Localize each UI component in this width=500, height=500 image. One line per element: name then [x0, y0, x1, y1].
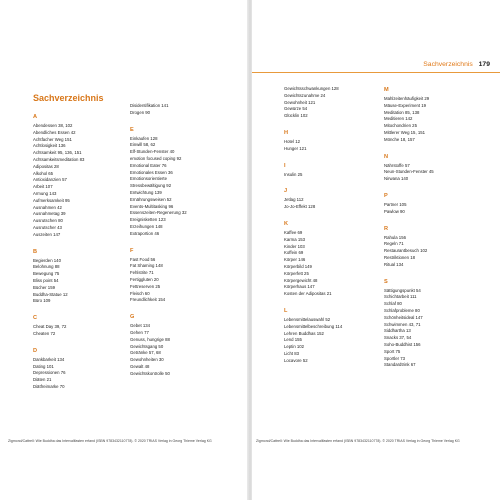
index-entry: Fehlstrite 71 [130, 270, 154, 276]
index-entry: Körperfett 25 [284, 270, 309, 276]
index-entry: Diätfreimarke 70 [33, 383, 65, 389]
running-head [423, 61, 490, 68]
index-column-3 [284, 86, 396, 374]
index-entry: Körpergewicht 48 [284, 277, 318, 283]
index-entry: Einkaufen 128 [130, 135, 158, 141]
index-entry: Mittlerer Weg 15, 151 [384, 129, 425, 135]
index-letter: S [384, 278, 388, 285]
index-entry: Emotional Eater 76 [130, 162, 167, 168]
index-entry: Gewichtsschwankungen 128 [284, 86, 339, 91]
index-group [33, 248, 145, 306]
index-entry: Kaffee 69 [284, 229, 303, 235]
page-number: 179 [478, 61, 490, 68]
index-entry: Restriktionen 18 [384, 254, 416, 260]
index-entry: Meditation 85, 138 [384, 109, 420, 115]
index-entry: Gebet 134 [130, 323, 151, 329]
index-entry: Sättigungspunkt 54 [384, 287, 421, 293]
index-entry: Regeln 71 [384, 241, 404, 247]
index-entry: Cheat Day 39, 72 [33, 324, 67, 330]
index-entry: Fast Food 56 [130, 256, 156, 262]
index-entry: Belohnung 88 [33, 264, 60, 270]
index-entry: Licht 83 [284, 350, 300, 356]
index-entry: Dankbarkeit 134 [33, 356, 65, 362]
index-entry: Kinder 103 [284, 243, 305, 249]
index-entry: Drogen 90 [130, 109, 151, 115]
index-entry: Ausnahmetag 39 [33, 211, 66, 217]
header-rule [252, 72, 500, 73]
index-letter: B [33, 248, 38, 255]
left-page [0, 0, 248, 500]
index-entry: Elf-Stunden-Fenster 40 [130, 149, 175, 155]
index-entry: Bücher 159 [33, 284, 55, 290]
index-entry: Bliss point 54 [33, 277, 59, 283]
index-letter: L [284, 307, 288, 314]
index-group [284, 220, 396, 298]
index-entry: Insulin 25 [284, 171, 303, 177]
index-entry: Gewichtsgang 50 [130, 343, 164, 349]
index-letter: K [284, 220, 289, 227]
index-group [384, 153, 496, 183]
index-entry: Schönheitsideal 147 [384, 314, 423, 320]
copyright-footer-left: Zigmond/Cattrell: Wie Buddha das Intervallfasten erfand (ISBN 9783432110778). © 2020 TRIAS Verlag in Georg Thieme Verlag KG [8, 439, 212, 443]
index-entry: Cheaten 72 [33, 330, 56, 336]
index-letter: C [33, 315, 38, 322]
index-letter: J [284, 188, 288, 195]
index-entry: Getränke 57, 68 [130, 350, 161, 356]
index-entry: Glücklin 102 [284, 113, 308, 119]
index-group [384, 225, 496, 269]
index-entry: Schlafprobleme 80 [384, 307, 420, 313]
index-entry: Essenszeiten-Regenerung 32 [130, 210, 187, 216]
index-entry: Sport 75 [384, 348, 401, 354]
index-entry: Achtsamkeitsmeditation 83 [33, 156, 85, 162]
index-entry: Abendessen 38, 102 [33, 123, 73, 128]
index-entry: Mitochondrien 25 [384, 123, 417, 129]
index-entry: Nährstoffe 57 [384, 162, 410, 168]
index-column-4 [384, 86, 496, 378]
index-letter: M [384, 87, 389, 93]
index-entry: Jetlag 112 [284, 197, 304, 203]
index-entry: Gewürze 54 [284, 106, 308, 112]
index-entry: Neun-Stunden-Fenster 45 [384, 169, 434, 175]
index-letter: H [284, 129, 289, 136]
index-entry: Hunger 121 [284, 145, 307, 151]
index-group [284, 86, 396, 120]
index-entry: Einwill 58, 62 [130, 142, 156, 148]
index-entry: Erzeihungen 148 [130, 223, 163, 229]
index-letter: F [130, 247, 134, 254]
index-group [384, 192, 496, 216]
index-entry: Alkohol 65 [33, 170, 54, 176]
index-letter: R [384, 225, 389, 232]
index-entry: emotion focused coping 92 [130, 155, 182, 161]
index-entry: Emotionsorientierte [130, 176, 168, 182]
index-entry: Pawlow 90 [384, 208, 405, 214]
index-entry: Ausnahmen 42 [33, 204, 62, 210]
index-entry: Auszeiten 147 [33, 231, 61, 237]
index-group [130, 126, 242, 238]
index-letter: A [33, 114, 38, 120]
index-group [33, 347, 145, 391]
index-column-2 [130, 103, 242, 387]
index-entry: Schlaf 80 [384, 301, 402, 307]
index-letter: P [384, 192, 388, 199]
index-entry: Gewohnheit 121 [284, 99, 316, 105]
copyright-footer-right: Zigmond/Cattrell: Wie Buddha das Intervallfasten erfand (ISBN 9783432110778). © 2020 TRIAS Verlag in Georg Thieme Verlag KG [256, 439, 460, 443]
index-entry: Schichtarbeit 111 [384, 294, 417, 300]
index-entry: Depressionen 76 [33, 370, 66, 376]
index-entry: Snacks 37, 54 [384, 335, 412, 341]
index-entry: Mönche 18, 157 [384, 136, 415, 142]
index-entry: Standardtrink 67 [384, 362, 416, 368]
index-entry: Entwichtung 139 [130, 189, 162, 195]
index-entry: Meditieren 142 [384, 116, 413, 122]
index-entry: Achtlosigkeit 136 [33, 143, 66, 149]
index-entry: Kosten der Adipositas 21 [284, 291, 332, 297]
index-entry: Armung 143 [33, 190, 57, 196]
right-page [252, 0, 500, 500]
index-entry: Adipositas 28 [33, 163, 59, 169]
index-entry: Lebensmittelbeschreibung 114 [284, 323, 343, 329]
index-entry: Ernährungsweisen 52 [130, 196, 172, 202]
index-group [130, 313, 242, 377]
index-entry: Partner 105 [384, 201, 407, 207]
index-title: Sachverzeichnis [33, 93, 104, 103]
index-entry: Lebensmittelauswahl 52 [284, 316, 331, 322]
index-entry: Freundlichkeit 154 [130, 297, 166, 303]
index-letter: N [384, 153, 389, 160]
index-entry: Gehen 77 [130, 329, 149, 335]
index-entry: Gewohnheiten 30 [130, 357, 164, 363]
index-group [284, 129, 396, 153]
index-entry: Extraportion 46 [130, 230, 160, 236]
index-entry: Leptin 102 [284, 344, 305, 350]
index-entry: Gewichtszunahme 24 [284, 92, 326, 98]
index-entry: Lend 155 [284, 337, 302, 343]
index-group [284, 162, 396, 179]
index-entry: Ausrutschen 80 [33, 218, 63, 224]
running-head-title: Sachverzeichnis [423, 61, 473, 68]
index-group [33, 113, 145, 239]
index-column-1 [33, 113, 145, 400]
index-entry: Restaurantbesuch 102 [384, 248, 428, 254]
index-entry: Begierden 140 [33, 257, 61, 263]
index-letter: G [130, 314, 135, 321]
index-entry: Ereignisketten 123 [130, 217, 166, 223]
index-entry: Körper 146 [284, 257, 306, 263]
index-entry: Siddhartha 13 [384, 328, 411, 334]
index-entry: Schwimmen 43, 71 [384, 321, 421, 327]
index-entry: Gewichtskontrolle 50 [130, 370, 170, 376]
index-entry: Achtfacher Weg 151 [33, 136, 72, 142]
index-entry: Antioxidanzien 57 [33, 177, 67, 183]
index-entry: Aufmerksamkeit 95 [33, 197, 70, 203]
index-group [284, 307, 396, 365]
index-entry: Dating 101 [33, 363, 54, 369]
index-letter: E [130, 126, 134, 133]
index-entry: Genuss, hungrige 88 [130, 336, 170, 342]
index-entry: Disidentifikation 141 [130, 103, 169, 108]
index-group [284, 187, 396, 211]
index-group [130, 247, 242, 305]
index-group [130, 103, 242, 117]
index-entry: Abendliches Essen 42 [33, 129, 76, 135]
index-entry: Ritual 134 [384, 261, 404, 267]
index-entry: Diäten 21 [33, 377, 52, 383]
index-entry: Achtsamkeit 95, 136, 151 [33, 150, 82, 156]
index-group [384, 86, 496, 144]
index-entry: Fettreserven 25 [130, 283, 161, 289]
index-entry: Fat Shaming 148 [130, 263, 163, 269]
index-entry: Arbeit 107 [33, 184, 53, 190]
index-entry: Hotel 12 [284, 138, 301, 144]
index-entry: Soho-Buddhist 156 [384, 341, 421, 347]
index-entry: Lehren Buddhas 152 [284, 330, 324, 336]
index-entry: Events-Multitasking 96 [130, 203, 174, 209]
index-entry: Mahlzeitenhäufigkeit 29 [384, 96, 430, 101]
index-entry: Emotionales Essen 36 [130, 169, 173, 175]
index-entry: Buddha-Statue 12 [33, 291, 68, 297]
index-entry: Bewegung 75 [33, 271, 60, 277]
index-entry: Gewalt 48 [130, 363, 150, 369]
index-group [384, 278, 496, 370]
index-entry: Körperbild 149 [284, 263, 312, 269]
index-entry: Ausrutscher 43 [33, 224, 62, 230]
index-entry: Stressbewältigung 92 [130, 183, 172, 189]
index-letter: I [284, 162, 286, 169]
index-entry: Locavore 52 [284, 357, 308, 363]
index-group [33, 314, 145, 338]
index-letter: D [33, 347, 38, 354]
index-entry: Büro 109 [33, 298, 51, 304]
index-entry: Jo-Jo-Effekt 128 [284, 204, 316, 210]
index-entry: Körperhaus 147 [284, 284, 315, 290]
index-entry: Sportler 73 [384, 355, 406, 361]
index-entry: Fertiggluten 20 [130, 276, 159, 282]
index-entry: Mäuse-Experiment 19 [384, 102, 427, 108]
index-entry: Nirwana 140 [384, 176, 409, 182]
index-entry: Rahula 156 [384, 234, 406, 240]
index-entry: Karma 153 [284, 236, 306, 242]
index-entry: Fleisch 60 [130, 290, 150, 296]
index-entry: Koffein 69 [284, 250, 304, 256]
